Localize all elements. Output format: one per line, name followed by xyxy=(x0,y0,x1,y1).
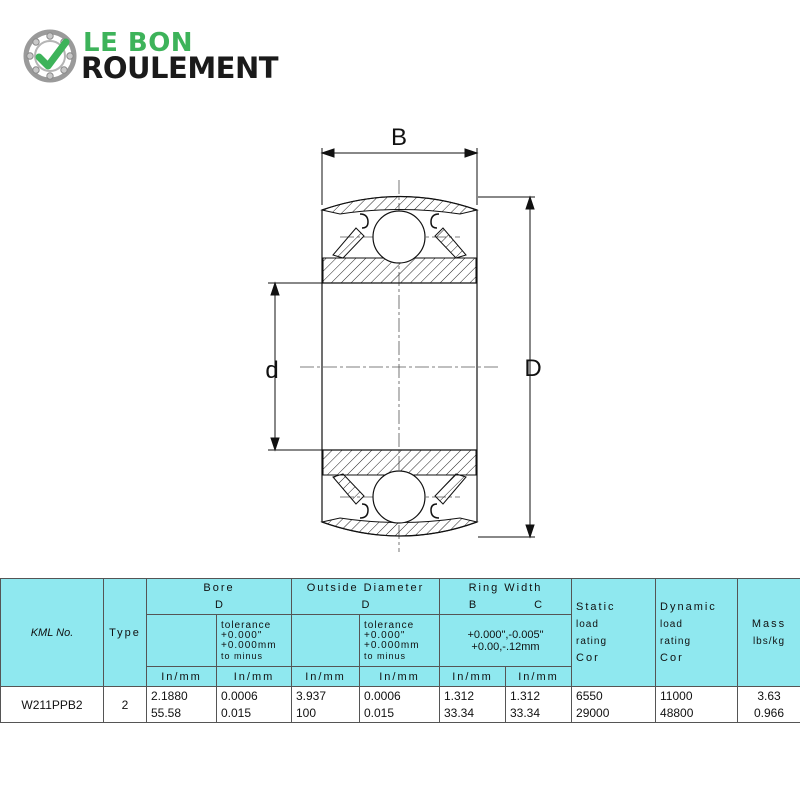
table-row xyxy=(1,687,800,723)
header-bore-blank xyxy=(147,615,217,667)
bottom-section xyxy=(322,450,477,536)
unit-ring-c: In/mm xyxy=(506,667,572,687)
header-od-tolerance: tolerance +0.000" +0.000mm to minus xyxy=(360,615,440,667)
header-outside-diameter: Outside Diameter D xyxy=(292,579,440,615)
cell-dynamic: 11000 48800 xyxy=(656,687,738,723)
specification-table xyxy=(0,578,800,723)
cell-mass: 3.63 0.966 xyxy=(738,687,800,723)
cell-ring-b: 1.312 33.34 xyxy=(440,687,506,723)
header-type: Type xyxy=(104,579,147,687)
cell-type: 2 xyxy=(104,687,147,723)
header-part-number: KML No. xyxy=(1,579,104,687)
cell-part: W211PPB2 xyxy=(1,687,104,723)
header-mass: Mass lbs/kg xyxy=(738,579,800,687)
width-label: B xyxy=(390,124,408,151)
top-section xyxy=(322,197,477,284)
unit-bore-tol: In/mm xyxy=(217,667,292,687)
bearing-cross-section-drawing xyxy=(0,100,800,570)
cell-bore-tol: 0.0006 0.015 xyxy=(217,687,292,723)
unit-od: In/mm xyxy=(292,667,360,687)
cell-od: 3.937 100 xyxy=(292,687,360,723)
unit-bore: In/mm xyxy=(147,667,217,687)
header-bore: Bore D xyxy=(147,579,292,615)
outside-diameter-label: D xyxy=(524,355,542,382)
cell-od-tol: 0.0006 0.015 xyxy=(360,687,440,723)
bore-label: d xyxy=(265,357,279,384)
unit-od-tol: In/mm xyxy=(360,667,440,687)
cell-bore: 2.1880 55.58 xyxy=(147,687,217,723)
logo-text-bottom: ROULEMENT xyxy=(81,51,279,85)
header-ring-width: Ring Width B C xyxy=(440,579,572,615)
cell-static: 6550 29000 xyxy=(572,687,656,723)
header-bore-tolerance: tolerance +0.000" +0.000mm to minus xyxy=(217,615,292,667)
cell-ring-c: 1.312 33.34 xyxy=(506,687,572,723)
bearing-check-icon xyxy=(22,28,78,84)
unit-ring-b: In/mm xyxy=(440,667,506,687)
logo-text-top: LE BON xyxy=(83,28,194,58)
header-ring-tolerance: +0.000",-0.005" +0.00,-.12mm xyxy=(440,615,572,667)
header-static-load: Static load rating Cor xyxy=(572,579,656,687)
header-od-blank xyxy=(292,615,360,667)
brand-logo xyxy=(22,24,302,88)
header-dynamic-load: Dynamic load rating Cor xyxy=(656,579,738,687)
